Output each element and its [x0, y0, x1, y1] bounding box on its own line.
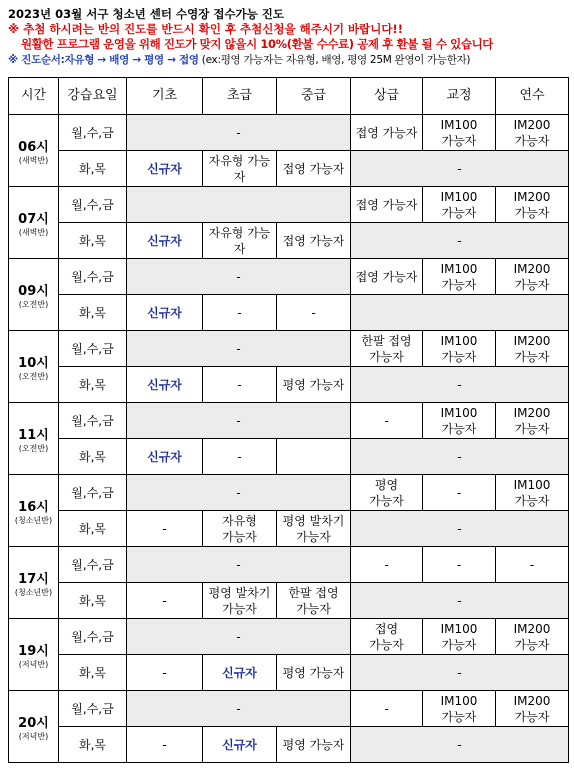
schedule-body: [9, 115, 569, 763]
table-header-row: [9, 78, 569, 115]
levels-cell: -: [127, 115, 351, 151]
day-cell: 월,수,금: [59, 691, 127, 727]
time-class-type: (청소년반): [14, 588, 53, 597]
levels-cell: -: [127, 403, 351, 439]
notice-line-2: 원활한 프로그램 운영을 위해 진도가 맞지 않을시 10%(환불 수수료) 공제 후 환불 될 수 있습니다: [21, 37, 494, 51]
advanced-cell: 접영 가능자: [351, 115, 423, 151]
time-cell: [9, 403, 59, 475]
intermediate-cell: [277, 439, 351, 475]
training-cell: IM200 가능자: [496, 187, 569, 223]
time-label: 17시: [18, 572, 49, 587]
day-cell: 화,목: [59, 439, 127, 475]
training-cell: IM200 가능자: [496, 403, 569, 439]
time-class-type: (오전반): [18, 444, 49, 453]
intermediate-cell: 접영 가능자: [277, 223, 351, 259]
elementary-cell: -: [203, 367, 277, 403]
time-cell: [9, 187, 59, 259]
training-cell: -: [496, 547, 569, 583]
table-row: [9, 475, 569, 511]
table-row: [9, 187, 569, 223]
table-row: [9, 619, 569, 655]
time-class-type: (오전반): [18, 300, 49, 309]
advanced-cell: -: [351, 547, 423, 583]
table-row: [9, 115, 569, 151]
correction-cell: IM100 가능자: [423, 691, 496, 727]
advanced-cell: 접영 가능자: [351, 619, 423, 655]
levels-cell: -: [127, 331, 351, 367]
basic-cell: -: [127, 655, 203, 691]
advanced-cell: -: [351, 691, 423, 727]
basic-cell: -: [127, 727, 203, 763]
training-cell: IM200 가능자: [496, 331, 569, 367]
time-label: 20시: [18, 716, 49, 731]
table-row: [9, 583, 569, 619]
table-row: [9, 223, 569, 259]
day-cell: 월,수,금: [59, 403, 127, 439]
correction-cell: -: [423, 547, 496, 583]
advanced-cell: -: [351, 403, 423, 439]
intermediate-cell: 평영 가능자: [277, 655, 351, 691]
training-cell: IM200 가능자: [496, 115, 569, 151]
upper-levels-cell: -: [351, 439, 569, 475]
table-row: [9, 295, 569, 331]
progress-order-example: (ex:평영 가능자는 자유형, 배영, 평영 25M 완영이 가능한자): [198, 54, 471, 66]
intermediate-cell: -: [277, 295, 351, 331]
time-label: 09시: [18, 284, 49, 299]
basic-cell: 신규자: [127, 367, 203, 403]
training-cell: IM200 가능자: [496, 619, 569, 655]
time-label: 11시: [18, 428, 49, 443]
day-cell: 월,수,금: [59, 331, 127, 367]
day-cell: 화,목: [59, 727, 127, 763]
page-title: 2023년 03월 서구 청소년 센터 수영장 접수가능 진도: [8, 7, 284, 21]
day-cell: 월,수,금: [59, 187, 127, 223]
elementary-cell: -: [203, 295, 277, 331]
day-cell: 월,수,금: [59, 475, 127, 511]
elementary-cell: 자유형 가능자: [203, 151, 277, 187]
column-header: 연수: [496, 78, 569, 115]
elementary-cell: 신규자: [203, 727, 277, 763]
table-row: [9, 331, 569, 367]
header: [8, 7, 568, 67]
elementary-cell: 자유형 가능자: [203, 223, 277, 259]
time-class-type: (새벽반): [18, 228, 49, 237]
levels-cell: -: [127, 691, 351, 727]
correction-cell: IM100 가능자: [423, 403, 496, 439]
table-row: [9, 367, 569, 403]
time-label: 10시: [18, 356, 49, 371]
time-label: 07시: [18, 212, 49, 227]
levels-cell: [127, 187, 351, 223]
time-class-type: (저녁반): [18, 732, 49, 741]
day-cell: 화,목: [59, 151, 127, 187]
day-cell: 화,목: [59, 367, 127, 403]
upper-levels-cell: -: [351, 583, 569, 619]
advanced-cell: 한팔 접영 가능자: [351, 331, 423, 367]
column-header: 초급: [203, 78, 277, 115]
upper-levels-cell: [351, 295, 569, 331]
levels-cell: -: [127, 259, 351, 295]
day-cell: 월,수,금: [59, 259, 127, 295]
time-cell: [9, 475, 59, 547]
day-cell: 화,목: [59, 295, 127, 331]
correction-cell: IM100 가능자: [423, 259, 496, 295]
correction-cell: IM100 가능자: [423, 187, 496, 223]
basic-cell: 신규자: [127, 439, 203, 475]
correction-cell: -: [423, 475, 496, 511]
day-cell: 화,목: [59, 511, 127, 547]
correction-cell: IM100 가능자: [423, 619, 496, 655]
table-row: [9, 151, 569, 187]
day-cell: 화,목: [59, 583, 127, 619]
column-header: 시간: [9, 78, 59, 115]
upper-levels-cell: -: [351, 655, 569, 691]
notice-line-1: ※ 추첨 하시려는 반의 진도를 반드시 확인 후 추첨신청을 해주시기 바랍니다!!: [8, 22, 403, 36]
progress-order-label: ※ 진도순서:자유형 → 배영 → 평영 → 접영: [8, 54, 199, 66]
advanced-cell: 접영 가능자: [351, 187, 423, 223]
day-cell: 월,수,금: [59, 619, 127, 655]
elementary-cell: -: [203, 439, 277, 475]
time-cell: [9, 547, 59, 619]
time-class-type: (저녁반): [18, 660, 49, 669]
time-class-type: (오전반): [18, 372, 49, 381]
table-row: [9, 655, 569, 691]
day-cell: 월,수,금: [59, 547, 127, 583]
elementary-cell: 평영 발차기 가능자: [203, 583, 277, 619]
basic-cell: 신규자: [127, 151, 203, 187]
basic-cell: -: [127, 511, 203, 547]
column-header: 상급: [351, 78, 423, 115]
training-cell: IM200 가능자: [496, 259, 569, 295]
correction-cell: IM100 가능자: [423, 331, 496, 367]
upper-levels-cell: -: [351, 511, 569, 547]
time-cell: [9, 619, 59, 691]
upper-levels-cell: -: [351, 367, 569, 403]
basic-cell: 신규자: [127, 295, 203, 331]
time-cell: [9, 331, 59, 403]
table-row: [9, 259, 569, 295]
column-header: 강습요일: [59, 78, 127, 115]
table-row: [9, 511, 569, 547]
basic-cell: -: [127, 583, 203, 619]
column-header: 중급: [277, 78, 351, 115]
time-label: 19시: [18, 644, 49, 659]
time-cell: [9, 115, 59, 187]
elementary-cell: 자유형 가능자: [203, 511, 277, 547]
levels-cell: -: [127, 547, 351, 583]
schedule-table: [8, 77, 569, 763]
table-row: [9, 727, 569, 763]
levels-cell: -: [127, 619, 351, 655]
training-cell: IM200 가능자: [496, 691, 569, 727]
day-cell: 화,목: [59, 655, 127, 691]
advanced-cell: 접영 가능자: [351, 259, 423, 295]
time-class-type: (새벽반): [18, 156, 49, 165]
column-header: 기초: [127, 78, 203, 115]
table-row: [9, 439, 569, 475]
table-row: [9, 691, 569, 727]
progress-order-line: [8, 53, 568, 67]
time-label: 06시: [18, 140, 49, 155]
intermediate-cell: 평영 가능자: [277, 727, 351, 763]
training-cell: IM100 가능자: [496, 475, 569, 511]
column-header: 교정: [423, 78, 496, 115]
day-cell: 월,수,금: [59, 115, 127, 151]
correction-cell: IM100 가능자: [423, 115, 496, 151]
table-row: [9, 547, 569, 583]
day-cell: 화,목: [59, 223, 127, 259]
upper-levels-cell: -: [351, 223, 569, 259]
advanced-cell: 평영 가능자: [351, 475, 423, 511]
time-cell: [9, 259, 59, 331]
intermediate-cell: 접영 가능자: [277, 151, 351, 187]
basic-cell: 신규자: [127, 223, 203, 259]
intermediate-cell: 평영 발차기 가능자: [277, 511, 351, 547]
upper-levels-cell: -: [351, 151, 569, 187]
time-class-type: (청소년반): [14, 516, 53, 525]
time-cell: [9, 691, 59, 763]
intermediate-cell: 한팔 접영 가능자: [277, 583, 351, 619]
upper-levels-cell: -: [351, 727, 569, 763]
table-row: [9, 403, 569, 439]
elementary-cell: 신규자: [203, 655, 277, 691]
intermediate-cell: 평영 가능자: [277, 367, 351, 403]
time-label: 16시: [18, 500, 49, 515]
levels-cell: -: [127, 475, 351, 511]
